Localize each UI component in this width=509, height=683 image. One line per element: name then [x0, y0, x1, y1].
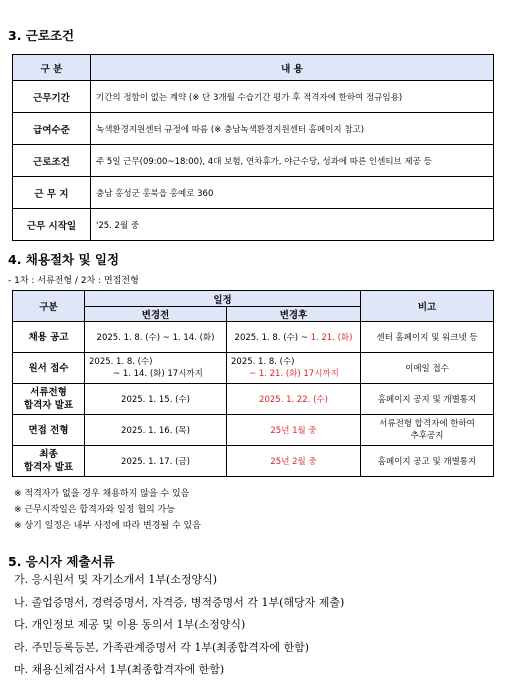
row-label: 채용 공고	[13, 322, 85, 353]
before-date: 2025. 1. 8. (수) ~ 1. 14. (화)	[85, 322, 227, 353]
schedule-notes	[14, 486, 201, 534]
row-label: 근무 시작일	[13, 209, 91, 241]
after-date	[227, 322, 361, 353]
schedule-table	[12, 290, 494, 477]
after-date-line1: 2025. 1. 8. (수)	[231, 357, 295, 367]
row-value: 기간의 정함이 없는 계약 (※ 단 3개월 수습기간 평가 후 적격자에 한하여 정규임용)	[91, 81, 494, 113]
list-item: 나. 졸업증명서, 경력증명서, 자격증, 병적증명서 각 1부(해당자 제출)	[14, 595, 345, 609]
work-conditions-table	[12, 54, 494, 241]
before-date: 2025. 1. 15. (수)	[85, 384, 227, 415]
required-documents-list	[14, 569, 344, 682]
remark: 홈페이지 공지 및 개별통지	[361, 384, 494, 415]
before-date: 2025. 1. 17. (금)	[85, 446, 227, 477]
row-label-line2: 합격자 발표	[23, 400, 74, 411]
row-label: 근 무 지	[13, 177, 91, 209]
list-item: 라. 주민등록등본, 가족관계증명서 각 1부(최종합격자에 한함)	[14, 640, 310, 654]
row-value: 충남 홍성군 홍북읍 홍예로 360	[91, 177, 494, 209]
row-value: '25. 2월 중	[91, 209, 494, 241]
table-row	[13, 353, 494, 384]
remark: 이메일 접수	[361, 353, 494, 384]
row-value: 주 5일 근무(09:00~18:00), 4대 보험, 연차휴가, 야근수당, 성과에 따른 인센티브 제공 등	[91, 145, 494, 177]
table-header-row	[13, 291, 494, 307]
before-date-line1: 2025. 1. 8. (수)	[89, 357, 153, 367]
after-date	[227, 353, 361, 384]
row-label: 면접 전형	[13, 415, 85, 446]
list-item: 다. 개인정보 제공 및 이용 동의서 1부(소정양식)	[14, 618, 246, 631]
table-row	[13, 145, 494, 177]
header-after: 변경후	[227, 307, 361, 322]
row-label: 근로조건	[13, 145, 91, 177]
remark: 홈페이지 공고 및 개별통지	[361, 446, 494, 477]
table-row	[13, 384, 494, 415]
section-4-title: 4. 채용절차 및 일정	[8, 252, 120, 267]
after-date: 25년 1월 중	[227, 415, 361, 446]
table-row	[13, 322, 494, 353]
table-row	[13, 209, 494, 241]
remark	[361, 415, 494, 446]
table-row	[13, 81, 494, 113]
after-date: 2025. 1. 22. (수)	[227, 384, 361, 415]
row-label: 급여수준	[13, 113, 91, 145]
remark: 센터 홈페이지 및 워크넷 등	[361, 322, 494, 353]
table-row	[13, 113, 494, 145]
after-date-changed: 1. 21. (화)	[310, 333, 353, 343]
table-header-row	[13, 55, 494, 81]
section-3-title: 3. 근로조건	[8, 28, 75, 43]
header-before: 변경전	[85, 307, 227, 322]
row-label	[13, 384, 85, 415]
row-label: 근무기간	[13, 81, 91, 113]
header-schedule: 일정	[85, 291, 361, 307]
list-item: 마. 채용신체검사서 1부(최종합격자에 한함)	[14, 663, 225, 676]
row-label-line1: 최종	[39, 449, 58, 460]
before-date-line2: ~ 1. 14. (화) 17시까지	[113, 369, 203, 379]
table-row	[13, 177, 494, 209]
row-label	[13, 446, 85, 477]
table-row	[13, 446, 494, 477]
table-row	[13, 415, 494, 446]
note-item: ※ 근무시작일은 합격자와 일정 협의 가능	[14, 505, 175, 515]
section-4-subtitle: - 1차 : 서류전형 / 2차 : 면접전형	[8, 276, 139, 286]
note-item: ※ 적격자가 없을 경우 채용하지 않을 수 있음	[14, 489, 190, 499]
after-date: 25년 2월 중	[227, 446, 361, 477]
before-date: 2025. 1. 16. (목)	[85, 415, 227, 446]
row-label-line1: 서류전형	[30, 387, 67, 398]
before-date	[85, 353, 227, 384]
row-label-line2: 합격자 발표	[23, 462, 74, 473]
header-content: 내 용	[91, 55, 494, 81]
section-5-title: 5. 응시자 제출서류	[8, 554, 115, 569]
header-remark: 비고	[361, 291, 494, 322]
header-category: 구 분	[13, 55, 91, 81]
note-item: ※ 상기 일정은 내부 사정에 따라 변경될 수 있음	[14, 521, 201, 531]
after-date-unchanged: 2025. 1. 8. (수) ~	[234, 333, 311, 343]
remark-line1: 서류전형 합격자에 한하여	[379, 419, 475, 429]
after-date-line2: ~ 1. 21. (화) 17시까지	[249, 369, 339, 379]
list-item: 가. 응시원서 및 자기소개서 1부(소정양식)	[14, 573, 218, 586]
row-value: 녹색환경지원센터 규정에 따름 (※ 충남녹색환경지원센터 홈페이지 참고)	[91, 113, 494, 145]
header-category: 구분	[13, 291, 85, 322]
row-label: 원서 접수	[13, 353, 85, 384]
remark-line2: 추후공지	[410, 431, 444, 441]
